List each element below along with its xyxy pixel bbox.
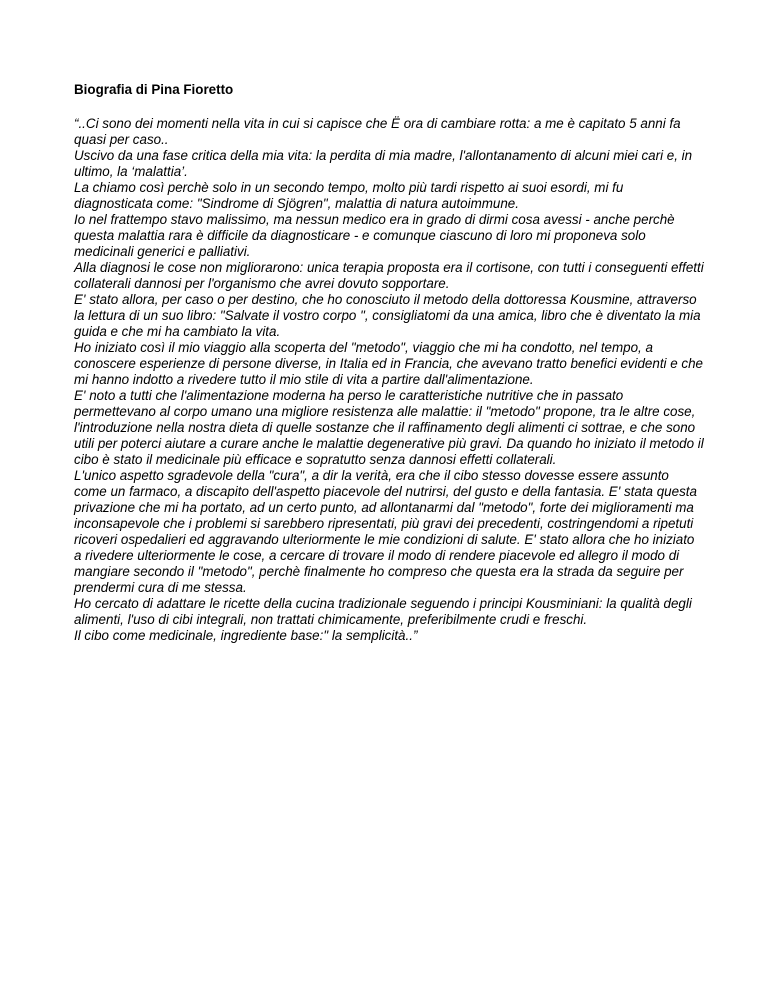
document-title: Biografia di Pina Fioretto: [74, 82, 234, 97]
document-body: [74, 116, 704, 644]
paragraph: Il cibo come medicinale, ingrediente base:" la semplicità..”: [74, 628, 418, 643]
paragraph: Io nel frattempo stavo malissimo, ma nessun medico era in grado di dirmi cosa avessi - anche perchè questa malattia rara è difficile da diagnosticare - e comunque ciascuno di loro mi proponeva solo medicinali generici e palliativi.: [74, 212, 675, 259]
paragraph: “..Ci sono dei momenti nella vita in cui si capisce che Ë ora di cambiare rotta: a me è capitato 5 anni fa quasi per caso..: [74, 116, 681, 147]
paragraph: E' stato allora, per caso o per destino, che ho conosciuto il metodo della dottoressa Kousmine, attraverso la lettura di un suo libro: "Salvate il vostro corpo ", consigliatomi da una amica, libro che è diventato la mia guida e che mi ha cambiato la vita.: [74, 292, 701, 339]
paragraph: La chiamo così perchè solo in un secondo tempo, molto più tardi rispetto ai suoi esordi, mi fu diagnosticata come: "Sindrome di Sjögren", malattia di natura autoimmune.: [74, 180, 624, 211]
paragraph: Uscivo da una fase critica della mia vita: la perdita di mia madre, l'allontanamento di alcuni miei cari e, in ultimo, la ‘malattia’.: [74, 148, 693, 179]
paragraph: Alla diagnosi le cose non migliorarono: unica terapia proposta era il cortisone, con tutti i conseguenti effetti collaterali dannosi per l'organismo che avrei dovuto sopportare.: [74, 260, 704, 291]
paragraph: Ho cercato di adattare le ricette della cucina tradizionale seguendo i principi Kousminiani: la qualità degli alimenti, l'uso di cibi integrali, non trattati chimicamente, preferibilmente crudi e freschi.: [74, 596, 692, 627]
document-page: [74, 82, 704, 644]
paragraph: L'unico aspetto sgradevole della "cura", a dir la verità, era che il cibo stesso dovesse essere assunto come un farmaco, a discapito dell'aspetto piacevole del nutrirsi, del gusto e della fantasia. E' stata questa privazione che mi ha portato, ad un certo punto, ad allontanarmi dal "metodo", forte dei miglioramenti ma inconsapevole che i problemi si sarebbero ripresentati, più gravi dei precedenti, costringendomi a ripetuti ricoveri ospedalieri ed aggravando ulteriormente le mie condizioni di salute. E' stato allora che ho iniziato a rivedere ulteriormente le cose, a cercare di trovare il modo di rendere piacevole ed allegro il modo di mangiare secondo il "metodo", perchè finalmente ho compreso che questa era la strada da seguire per prendermi cura di me stessa.: [74, 468, 697, 595]
paragraph: Ho iniziato così il mio viaggio alla scoperta del "metodo", viaggio che mi ha condotto, nel tempo, a conoscere esperienze di persone diverse, in Italia ed in Francia, che avevano tratto benefici evidenti e che mi hanno indotto a rivedere tutto il mio stile di vita a partire dall'alimentazione.: [74, 340, 703, 387]
paragraph: E' noto a tutti che l'alimentazione moderna ha perso le caratteristiche nutritive che in passato permettevano al corpo umano una migliore resistenza alle malattie: il "metodo" propone, tra le altre cose, l'introduzione nella nostra dieta di quelle sostanze che il raffinamento degli alimenti ci sottrae, e che sono utili per poterci aiutare a curare anche le malattie degenerative più gravi. Da quando ho iniziato il metodo il cibo è stato il medicinale più efficace e sopratutto senza dannosi effetti collaterali.: [74, 388, 704, 467]
